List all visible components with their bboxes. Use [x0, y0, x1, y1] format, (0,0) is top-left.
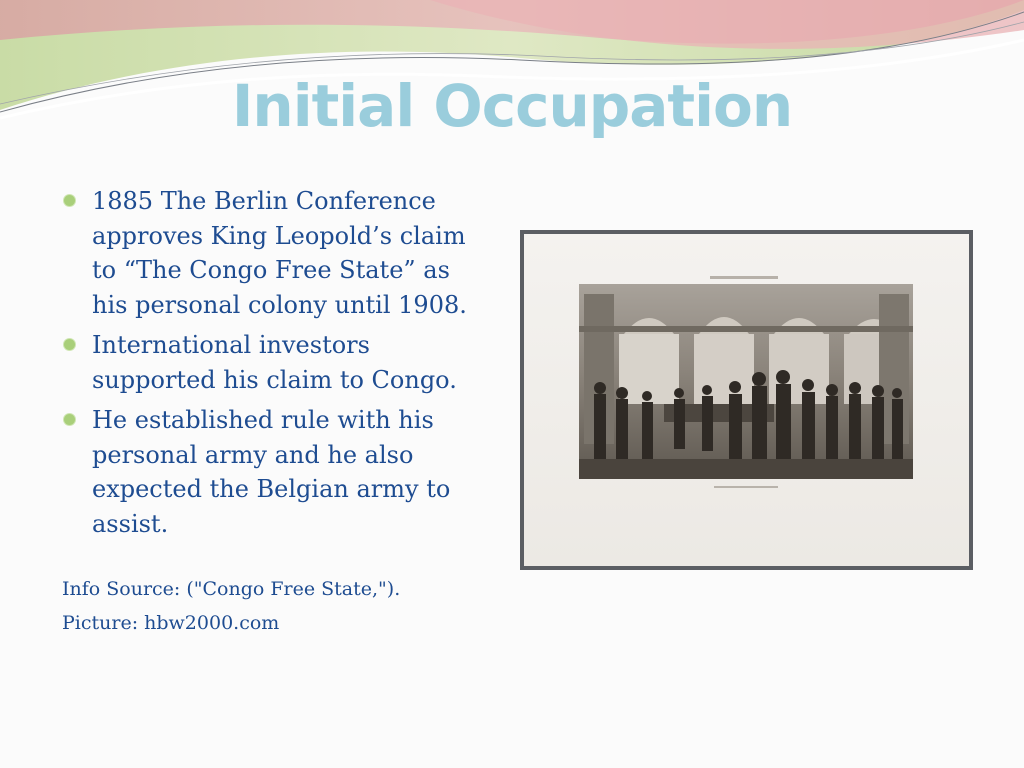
bullet-item [62, 184, 492, 322]
bullet-text: He established rule with his personal army and he also expected the Belgian army to assist. [92, 406, 451, 538]
bullet-text: 1885 The Berlin Conference approves King Leopold’s claim to “The Congo Free State” as his personal colony until 1908. [92, 187, 467, 319]
bullet-item [62, 403, 492, 541]
bullet-dot-icon [64, 414, 75, 425]
bullet-text: International investors supported his claim to Congo. [92, 331, 457, 394]
picture-credit: Picture: hbw2000.com [62, 612, 280, 634]
info-source: Info Source: ("Congo Free State,"). [62, 578, 401, 600]
bullet-dot-icon [64, 339, 75, 350]
bullet-list [62, 184, 492, 547]
slide-title: Initial Occupation [231, 72, 793, 140]
bullet-item [62, 328, 492, 397]
berlin-conference-picture [520, 230, 973, 570]
berlin-conference-engraving-icon [524, 234, 969, 566]
bullet-dot-icon [64, 195, 75, 206]
